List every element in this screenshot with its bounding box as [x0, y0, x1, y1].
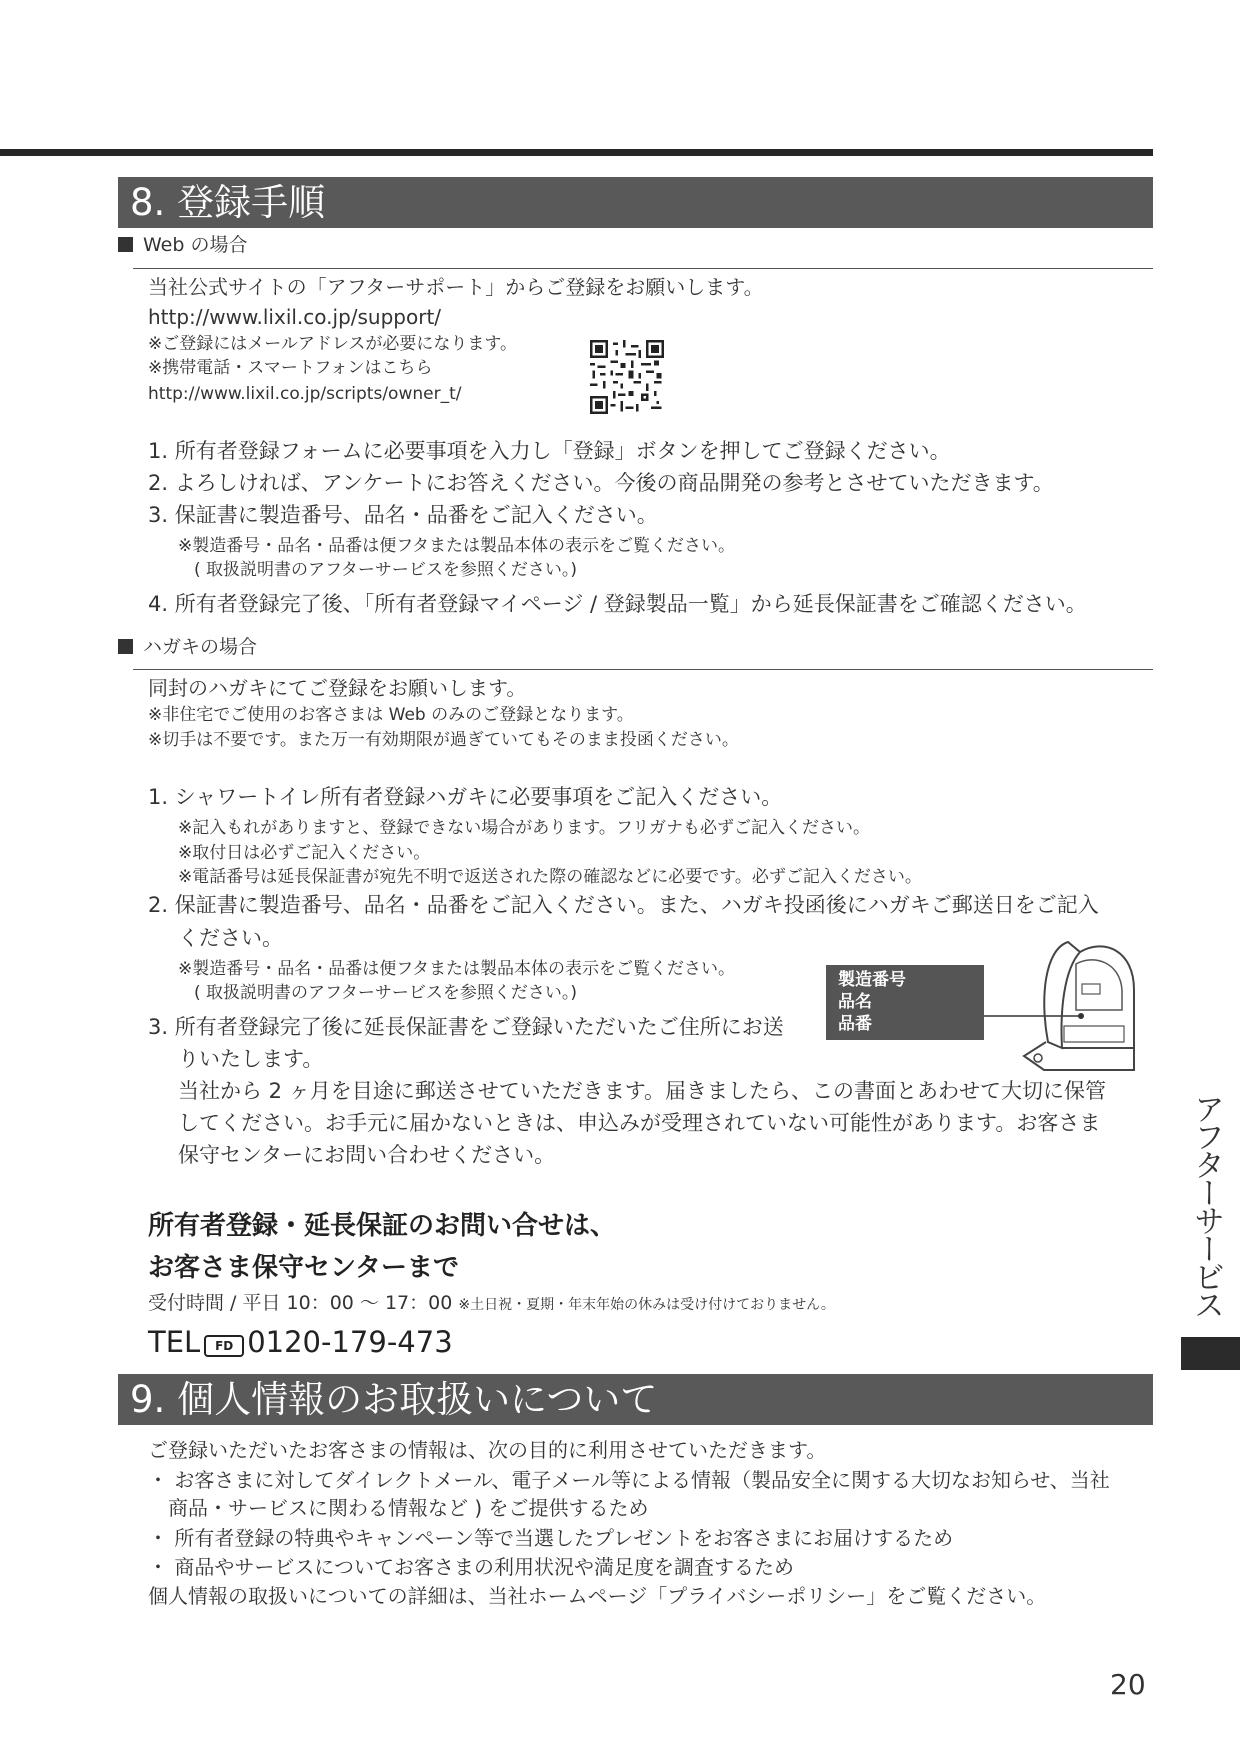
postcard-step3-para-2: してください。お手元に届かないときは、申込みが受理されていない可能性があります。お客さま — [178, 1111, 1101, 1135]
tel-number[interactable]: 0120-179-473 — [247, 1325, 453, 1359]
web-step-1: 1. 所有者登録フォームに必要事項を入力し「登録」ボタンを押してご登録ください。 — [148, 439, 951, 463]
postcard-note1: ※非住宅でご使用のお客さまは Web のみのご登録となります。 — [148, 705, 634, 725]
postcard-step2-note1: ※製造番号・品名・品番は便フタまたは製品本体の表示をご覧ください。 — [178, 959, 736, 979]
side-tab-label: アフターサービス — [1188, 1093, 1224, 1317]
postcard-step-2-line2: ください。 — [178, 926, 283, 950]
postcard-step-3-line1: 3. 所有者登録完了後に延長保証書をご登録いただいたご住所にお送 — [148, 1015, 784, 1039]
page-number: 20 — [1110, 1668, 1146, 1701]
web-note-email: ※ご登録にはメールアドレスが必要になります。 — [148, 334, 518, 354]
tel-line — [148, 1322, 453, 1362]
postcard-step-3-line2: りいたします。 — [178, 1047, 324, 1071]
label-product-number: 品番 — [838, 1014, 872, 1034]
square-bullet-icon — [118, 237, 133, 252]
privacy-line-3: 商品・サービスに関わる情報など ) をご提供するため — [148, 1496, 649, 1520]
privacy-line-1: ご登録いただいたお客さまの情報は、次の目的に利用させていただきます。 — [148, 1438, 827, 1462]
web-intro: 当社公式サイトの「アフターサポート」からご登録をお願いします。 — [148, 275, 764, 299]
privacy-line-2: ・ お客さまに対してダイレクトメール、電子メール等による情報（製品安全に関する大切なお知らせ、当社 — [148, 1468, 1110, 1492]
toilet-seat-illustration-icon — [984, 930, 1154, 1078]
web-rule — [133, 268, 1153, 269]
postcard-step1-note1: ※記入もれがありますと、登録できない場合があります。フリガナも必ずご記入ください。 — [178, 818, 871, 838]
hours-note: ※土日祝・夏期・年末年始の休みは受け付けておりません。 — [458, 1297, 835, 1313]
mobile-url[interactable]: http://www.lixil.co.jp/scripts/owner_t/ — [148, 384, 462, 404]
postcard-step-1: 1. シャワートイレ所有者登録ハガキに必要事項をご記入ください。 — [148, 785, 783, 809]
postcard-step-2-line1: 2. 保証書に製造番号、品名・品番をご記入ください。また、ハガキ投函後にハガキご郵送日をご記入 — [148, 893, 1099, 917]
web-step3-note2: ( 取扱説明書のアフターサービスを参照ください。) — [194, 560, 577, 580]
postcard-step2-note2: ( 取扱説明書のアフターサービスを参照ください。) — [194, 983, 577, 1003]
postcard-intro: 同封のハガキにてご登録をお願いします。 — [148, 676, 527, 700]
label-serial: 製造番号 — [838, 970, 906, 990]
postcard-step3-para-3: 保守センターにお問い合わせください。 — [178, 1143, 556, 1167]
web-heading-label: Web の場合 — [143, 234, 248, 256]
support-url[interactable]: http://www.lixil.co.jp/support/ — [148, 305, 442, 329]
privacy-line-6: 個人情報の取扱いについての詳細は、当社ホームページ「プライバシーポリシー」をご覧ください。 — [148, 1584, 1047, 1608]
free-dial-icon: FD — [204, 1335, 244, 1357]
postcard-step1-note3: ※電話番号は延長保証書が宛先不明で返送された際の確認などに必要です。必ずご記入ください。 — [178, 867, 922, 887]
web-heading — [118, 233, 247, 257]
reception-hours — [148, 1290, 835, 1318]
web-step-3: 3. 保証書に製造番号、品名・品番をご記入ください。 — [148, 503, 658, 527]
label-product-name: 品名 — [838, 992, 872, 1012]
section9-title: 9. 個人情報のお取扱いについて — [118, 1374, 1153, 1425]
section8-title: 8. 登録手順 — [118, 177, 1153, 228]
postcard-note2: ※切手は不要です。また万一有効期限が過ぎていてもそのまま投函ください。 — [148, 730, 739, 750]
web-step-2: 2. よろしければ、アンケートにお答えください。今後の商品開発の参考とさせていただきます。 — [148, 471, 1054, 495]
side-tab-marker — [1181, 1337, 1240, 1370]
hours-text: 受付時間 / 平日 10：00 ～ 17：00 — [148, 1292, 453, 1314]
privacy-line-4: ・ 所有者登録の特典やキャンペーン等で当選したプレゼントをお客さまにお届けするため — [148, 1526, 954, 1550]
web-step-4: 4. 所有者登録完了後、「所有者登録マイページ / 登録製品一覧」から延長保証書をご確認ください。 — [148, 592, 1087, 616]
qr-code-icon[interactable] — [590, 340, 664, 414]
contact-line-1: 所有者登録・延長保証のお問い合せは、 — [148, 1211, 617, 1241]
postcard-step1-note2: ※取付日は必ずご記入ください。 — [178, 843, 431, 863]
tel-label: TEL — [148, 1325, 201, 1359]
top-rule — [0, 149, 1153, 156]
web-note-mobile: ※携帯電話・スマートフォンはこちら — [148, 358, 433, 378]
web-step3-note1: ※製造番号・品名・品番は便フタまたは製品本体の表示をご覧ください。 — [178, 536, 736, 556]
postcard-rule — [133, 669, 1153, 670]
postcard-heading-label: ハガキの場合 — [143, 636, 258, 658]
postcard-step3-para-1: 当社から 2 ヶ月を目途に郵送させていただきます。届きましたら、この書面とあわせて大切に保管 — [178, 1079, 1107, 1103]
contact-line-2: お客さま保守センターまで — [148, 1253, 459, 1283]
privacy-line-5: ・ 商品やサービスについてお客さまの利用状況や満足度を調査するため — [148, 1555, 794, 1579]
square-bullet-icon — [118, 639, 133, 654]
product-label-callout — [826, 965, 984, 1040]
postcard-heading — [118, 635, 257, 659]
